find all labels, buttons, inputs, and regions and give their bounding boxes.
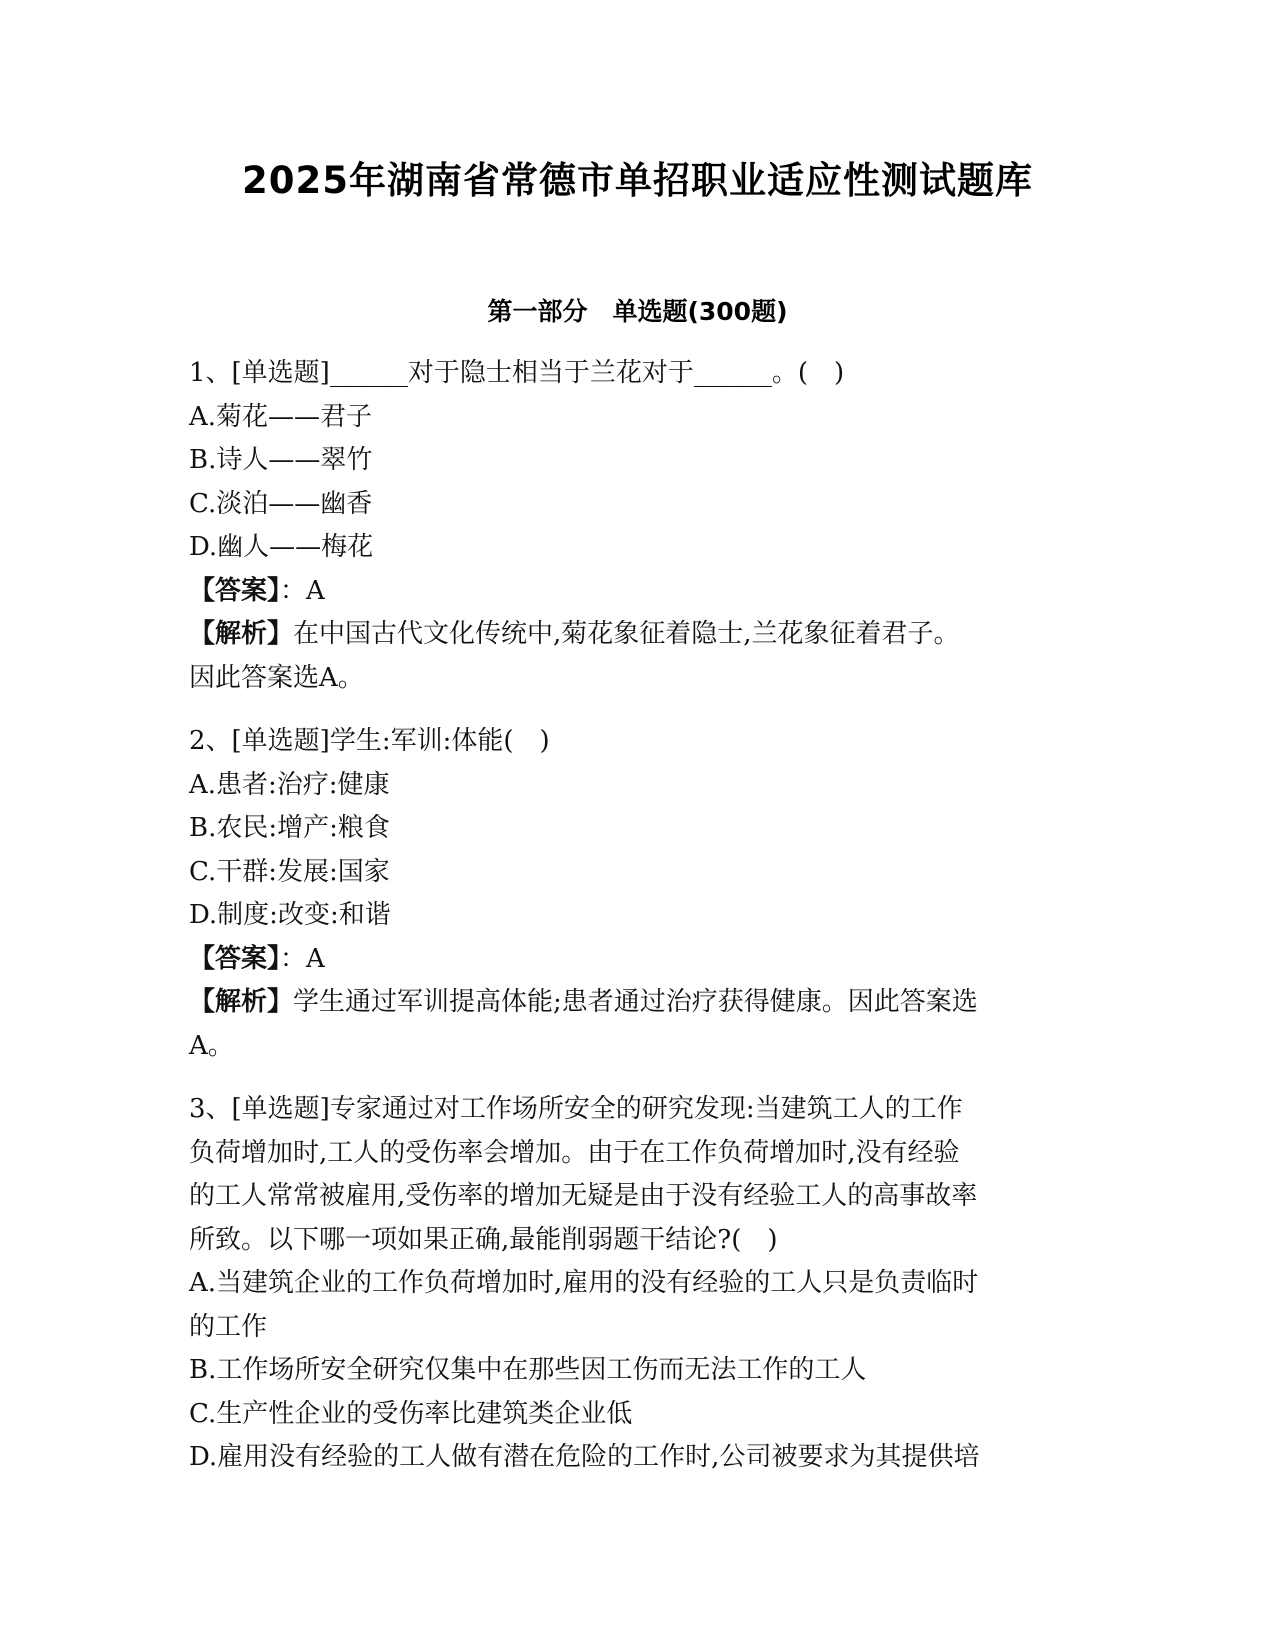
option-b: B.农民:增产:粮食: [189, 813, 390, 843]
question-stem-continued: 所致。以下哪一项如果正确,最能削弱题干结论?( ): [189, 1224, 778, 1255]
question-stem: 2、[单选题]学生:军训:体能( ): [189, 726, 550, 756]
question-stem: 1、[单选题]______对于隐士相当于兰花对于______。( ): [189, 358, 845, 388]
question-list: [189, 352, 1089, 1480]
question-stem-continued: 负荷增加时,工人的受伤率会增加。由于在工作负荷增加时,没有经验: [189, 1137, 960, 1168]
analysis-text: 在中国古代文化传统中,菊花象征着隐士,兰花象征着君子。: [293, 619, 960, 649]
analysis-label: 【解析】: [189, 987, 294, 1017]
analysis-text: 学生通过军训提高体能;患者通过治疗获得健康。因此答案选: [293, 987, 978, 1017]
section-heading: 第一部分 单选题(300题): [487, 297, 788, 326]
option-a: A.患者:治疗:健康: [189, 769, 390, 800]
analysis-line: [189, 613, 1089, 657]
option-a: A.当建筑企业的工作负荷增加时,雇用的没有经验的工人只是负责临时: [189, 1268, 979, 1298]
answer-label: 【答案】: [189, 575, 281, 606]
option-d: D.制度:改变:和谐: [189, 900, 391, 930]
analysis-line: [189, 981, 1089, 1025]
answer-value: ：A: [280, 943, 325, 974]
answer-line: [189, 938, 1089, 982]
option-b: B.诗人——翠竹: [189, 445, 373, 475]
question-stem-continued: 的工人常常被雇用,受伤率的增加无疑是由于没有经验工人的高事故率: [189, 1181, 978, 1211]
question-1: [189, 352, 1089, 700]
option-b: B.工作场所安全研究仅集中在那些因工伤而无法工作的工人: [189, 1355, 867, 1385]
option-c: C.干群:发展:国家: [189, 856, 390, 887]
analysis-label: 【解析】: [189, 619, 294, 649]
question-2: [189, 720, 1089, 1068]
analysis-text-continued: A。: [189, 1030, 234, 1061]
answer-value: ：A: [280, 575, 325, 606]
option-d: D.雇用没有经验的工人做有潜在危险的工作时,公司被要求为其提供培: [189, 1442, 980, 1472]
analysis-text-continued: 因此答案选A。: [189, 662, 364, 693]
answer-line: [189, 570, 1089, 614]
option-c: C.生产性企业的受伤率比建筑类企业低: [189, 1398, 633, 1429]
option-a-continued: 的工作: [189, 1311, 268, 1342]
option-a: A.菊花——君子: [189, 401, 373, 432]
option-c: C.淡泊——幽香: [189, 488, 373, 519]
question-stem: 3、[单选题]专家通过对工作场所安全的研究发现:当建筑工人的工作: [189, 1094, 963, 1124]
question-3: [189, 1088, 1089, 1480]
option-d: D.幽人——梅花: [189, 532, 374, 562]
answer-label: 【答案】: [189, 943, 281, 974]
document-title: 2025年湖南省常德市单招职业适应性测试题库: [242, 159, 1033, 202]
